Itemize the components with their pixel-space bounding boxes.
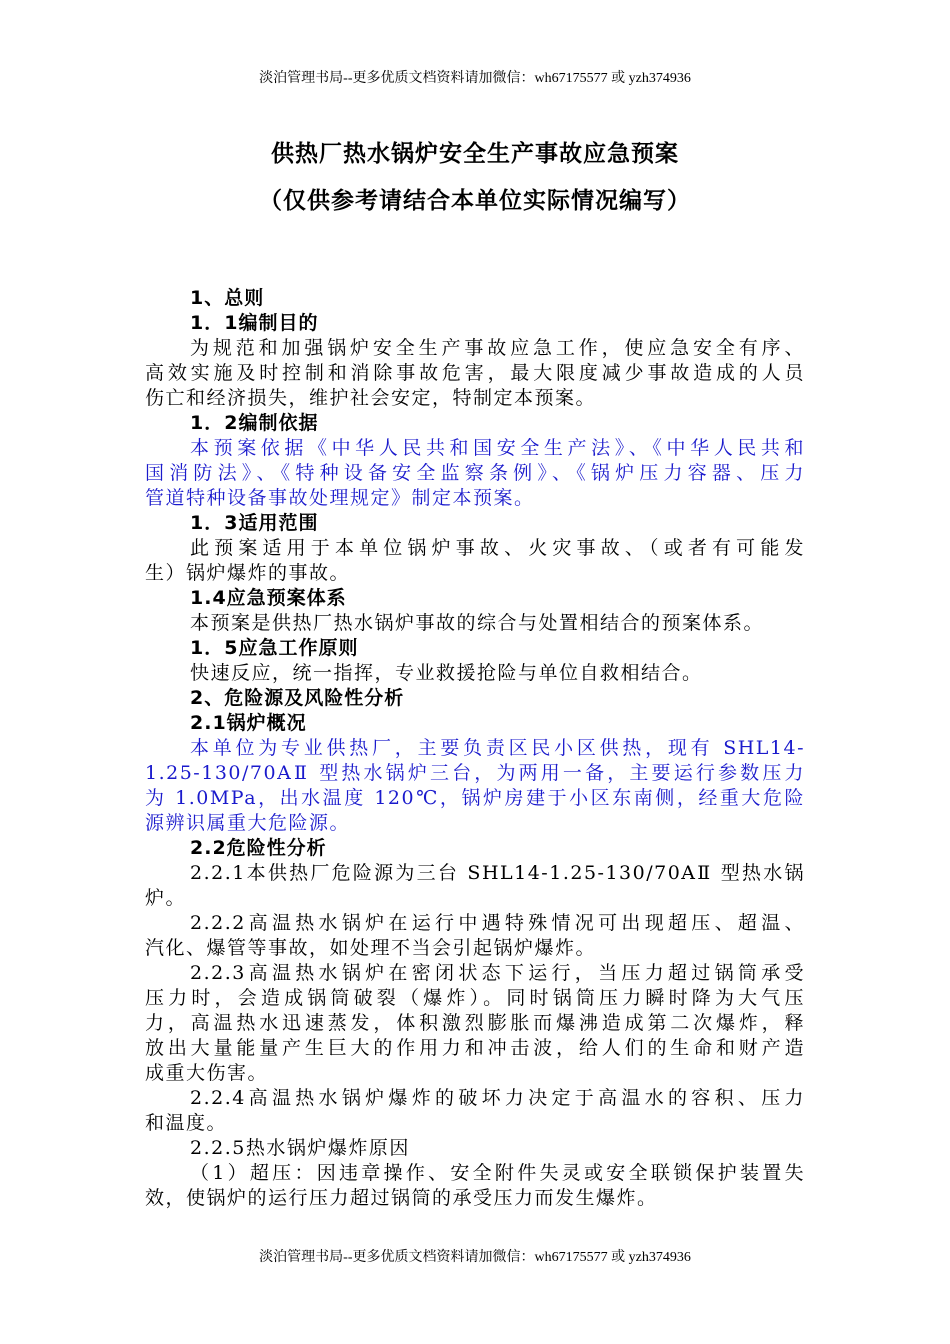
section-heading	[145, 711, 805, 736]
paragraph	[145, 861, 805, 911]
paragraph	[145, 961, 805, 1086]
text-line: 2.2.3高温热水锅炉在密闭状态下运行，当压力超过锅筒承受	[190, 962, 805, 984]
text-line: 1.25-130/70AⅡ 型热水锅炉三台，为两用一备，主要运行参数压力	[145, 762, 805, 784]
paragraph	[145, 736, 805, 836]
paragraph	[145, 436, 805, 511]
text-line: 为 1.0MPa，出水温度 120℃，锅炉房建于小区东南侧，经重大危险	[145, 787, 805, 809]
text-line: 2.1锅炉概况	[190, 712, 307, 734]
section-heading	[145, 836, 805, 861]
text-line: 1．2编制依据	[190, 412, 319, 434]
text-line: 国消防法》、《特种设备安全监察条例》、《锅炉压力容器、压力	[145, 462, 805, 484]
text-line: 此预案适用于本单位锅炉事故、火灾事故、（或者有可能发	[190, 537, 805, 559]
text-line: 1．3适用范围	[190, 512, 319, 534]
text-line: 本单位为专业供热厂，主要负责区民小区供热，现有 SHL14-	[190, 737, 805, 759]
text-line: 本预案依据《中华人民共和国安全生产法》、《中华人民共和	[190, 437, 805, 459]
section-heading	[145, 511, 805, 536]
text-line: 炉。	[145, 887, 187, 909]
text-line: （1）超压：因违章操作、安全附件失灵或安全联锁保护装置失	[190, 1162, 805, 1184]
paragraph	[145, 1161, 805, 1211]
section-heading	[145, 586, 805, 611]
document-body	[145, 286, 805, 1211]
text-line: 放出大量能量产生巨大的作用力和冲击波，给人们的生命和财产造	[145, 1037, 805, 1059]
text-line: 源辨识属重大危险源。	[145, 812, 351, 834]
text-line: 1．1编制目的	[190, 312, 319, 334]
text-line: 效，使锅炉的运行压力超过锅筒的承受压力而发生爆炸。	[145, 1187, 658, 1209]
document-title: 供热厂热水锅炉安全生产事故应急预案	[271, 141, 679, 167]
text-line: 成重大伤害。	[145, 1062, 269, 1084]
section-heading	[145, 636, 805, 661]
text-line: 伤亡和经济损失，维护社会安定，特制定本预案。	[145, 387, 597, 409]
text-line: 2、危险源及风险性分析	[190, 687, 405, 709]
paragraph	[145, 1136, 805, 1161]
page-header: 淡泊管理书局--更多优质文档资料请加微信：wh67175577 或 yzh374936	[259, 71, 691, 86]
text-line: 为规范和加强锅炉安全生产事故应急工作，使应急安全有序、	[190, 337, 805, 359]
section-heading	[145, 411, 805, 436]
text-line: 1、总则	[190, 287, 265, 309]
text-line: 生）锅炉爆炸的事故。	[145, 562, 351, 584]
paragraph	[145, 336, 805, 411]
section-heading	[145, 286, 805, 311]
text-line: 1．5应急工作原则	[190, 637, 359, 659]
text-line: 压力时，会造成锅筒破裂（爆炸）。同时锅筒压力瞬时降为大气压	[145, 987, 805, 1009]
page-footer: 淡泊管理书局--更多优质文档资料请加微信：wh67175577 或 yzh374936	[259, 1250, 691, 1265]
text-line: 高效实施及时控制和消除事故危害，最大限度减少事故造成的人员	[145, 362, 805, 384]
text-line: 力，高温热水迅速蒸发，体积激烈膨胀而爆沸造成第二次爆炸，释	[145, 1012, 805, 1034]
paragraph	[145, 611, 805, 636]
section-heading	[145, 686, 805, 711]
text-line: 2.2.1本供热厂危险源为三台 SHL14-1.25-130/70AⅡ 型热水锅	[190, 862, 805, 884]
paragraph	[145, 1086, 805, 1136]
document-subtitle: （仅供参考请结合本单位实际情况编写）	[259, 188, 691, 214]
text-line: 快速反应，统一指挥，专业救援抢险与单位自救相结合。	[190, 662, 703, 684]
section-heading	[145, 311, 805, 336]
paragraph	[145, 661, 805, 686]
text-line: 2.2.2高温热水锅炉在运行中遇特殊情况可出现超压、超温、	[190, 912, 805, 934]
text-line: 和温度。	[145, 1112, 228, 1134]
text-line: 2.2.5热水锅炉爆炸原因	[190, 1137, 410, 1159]
text-line: 汽化、爆管等事故，如处理不当会引起锅炉爆炸。	[145, 937, 597, 959]
text-line: 1.4应急预案体系	[190, 587, 347, 609]
text-line: 本预案是供热厂热水锅炉事故的综合与处置相结合的预案体系。	[190, 612, 765, 634]
text-line: 2.2危险性分析	[190, 837, 327, 859]
paragraph	[145, 536, 805, 586]
paragraph	[145, 911, 805, 961]
text-line: 2.2.4高温热水锅炉爆炸的破坏力决定于高温水的容积、压力	[190, 1087, 805, 1109]
text-line: 管道特种设备事故处理规定》制定本预案。	[145, 487, 535, 509]
